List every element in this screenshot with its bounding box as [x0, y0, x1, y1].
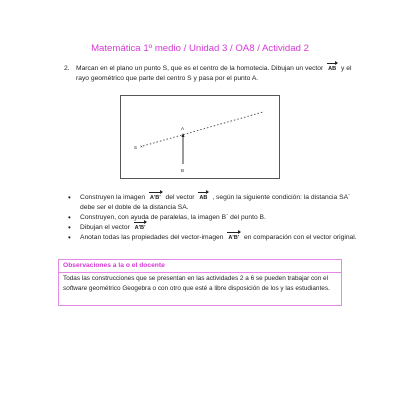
bullet-dot: •	[68, 193, 71, 202]
bullet-text: Construyen, con ayuda de paralelas, la imagen B´ del punto B.	[80, 214, 266, 221]
bullet-text: Anotan todas las propiedades del vector-imagen	[80, 234, 224, 241]
vector-ab-symbol: AB	[328, 66, 337, 72]
page-header: Matemática 1º medio / Unidad 3 / OA8 / Actividad 2	[91, 43, 309, 54]
task-list	[64, 193, 364, 243]
vector-ab-arrowhead	[182, 133, 185, 137]
list-item	[64, 213, 364, 223]
point-s-mark: ×	[140, 144, 143, 149]
observations-title: Observaciones a la o el docente	[63, 262, 165, 269]
bullet-text: Dibujan el vector	[80, 224, 130, 231]
bullet-text: , según la siguiente condición: la distancia SA´ debe ser el doble de la distancia SA.	[80, 194, 351, 211]
bullet-text: en comparación con el vector original.	[243, 234, 357, 241]
homothety-figure	[120, 95, 280, 179]
vector-symbol: A'B'	[149, 195, 161, 201]
point-b-label: B	[181, 168, 185, 173]
list-item	[64, 233, 364, 243]
item-text-part1: Marcan en el plano un punto S, que es el centro de la homotecia. Dibujan un vector	[76, 65, 324, 72]
list-item	[64, 223, 364, 233]
bullet-dot: •	[68, 233, 71, 242]
observations-body	[63, 274, 335, 294]
bullet-dot: •	[68, 213, 71, 222]
point-s-label: S	[134, 145, 138, 150]
observations-text-italic: software	[63, 284, 88, 292]
point-a-label: A	[181, 126, 185, 131]
ray-from-s	[143, 112, 263, 146]
observations-divider	[59, 272, 341, 273]
observations-text: geométrico Geogebra o con otro que esté a libre disposición de los y las estudiantes.	[87, 284, 330, 292]
item-text	[76, 64, 364, 84]
observations-text: Todas las construcciones que se presentan en las actividades 2 a 6 se pueden trabajar con el	[63, 275, 329, 282]
vector-symbol: A'B'	[134, 225, 146, 231]
bullet-dot: •	[68, 223, 71, 232]
vector-symbol: A'B'	[228, 235, 240, 241]
item-text-part2: y el rayo geométrico que parte del centro S y pasa por el punto A.	[76, 65, 352, 82]
vector-symbol: AB	[199, 195, 208, 201]
item-number: 2.	[64, 65, 70, 72]
figure-canvas	[121, 96, 281, 180]
bullet-text: Construyen la imagen	[80, 194, 146, 201]
teacher-observations-box	[58, 259, 342, 306]
list-item	[64, 193, 364, 213]
bullet-text: del vector	[165, 194, 195, 201]
